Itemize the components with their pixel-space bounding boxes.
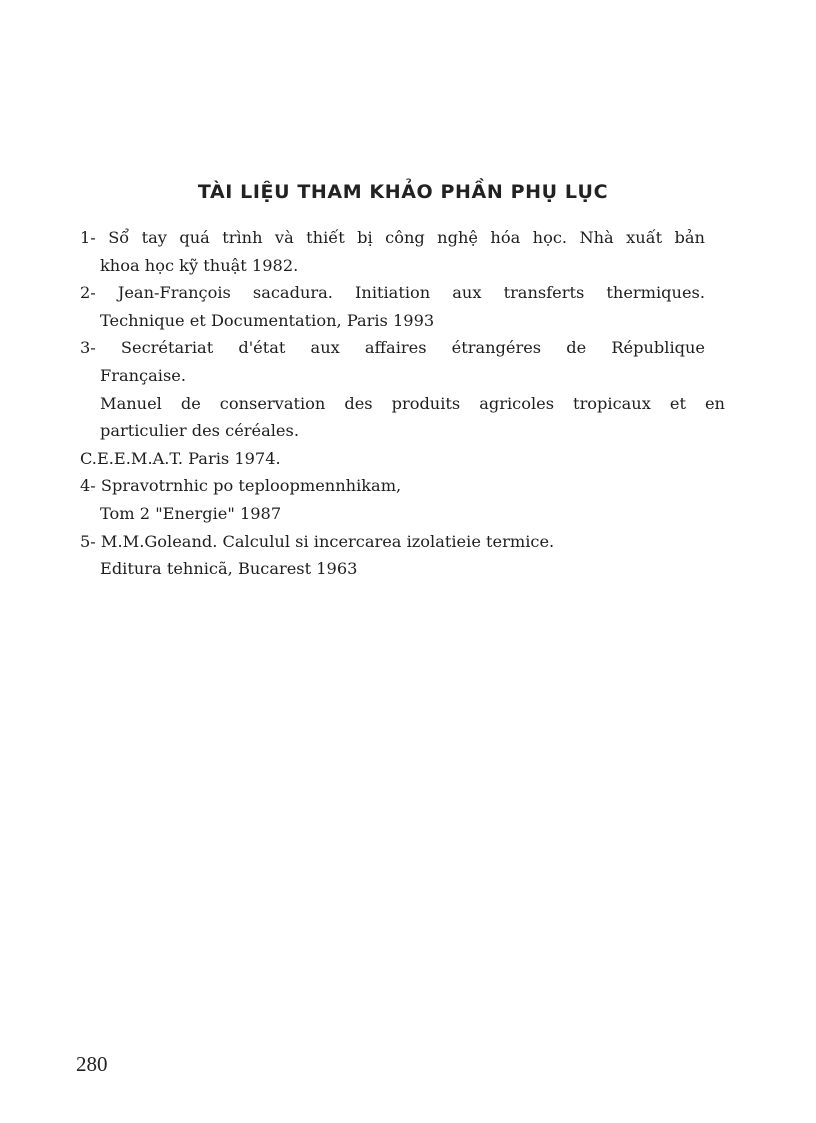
reference-item-2	[80, 279, 740, 334]
reference-line: particulier des céréales.	[100, 421, 299, 441]
reference-item-3	[80, 334, 740, 472]
reference-line: Manuel de conservation des produits agricoles tropicaux et en	[100, 393, 725, 413]
page-number: 280	[76, 1052, 108, 1076]
reference-line: Editura tehnicã, Bucarest 1963	[100, 559, 358, 579]
reference-item-4	[80, 472, 740, 527]
reference-line: 5- M.M.Goleand. Calculul si incercarea izolatieie termice.	[80, 531, 555, 551]
reference-list	[80, 224, 740, 583]
reference-line: 4- Spravotrnhic po teploopmennhikam,	[80, 476, 402, 496]
reference-line: 3- Secrétariat d'état aux affaires étrangéres de République	[80, 338, 705, 358]
reference-line: C.E.E.M.A.T. Paris 1974.	[80, 448, 281, 468]
reference-line: 2- Jean-François sacadura. Initiation aux transferts thermiques.	[80, 283, 705, 303]
reference-item-1	[80, 224, 740, 279]
reference-line: 1- Sổ tay quá trình và thiết bị công nghệ hóa học. Nhà xuất bản	[80, 228, 705, 247]
reference-line: Technique et Documentation, Paris 1993	[100, 310, 435, 330]
page-title: TÀI LIỆU THAM KHẢO PHẦN PHỤ LỤC	[197, 181, 609, 203]
reference-line: Française.	[100, 365, 186, 385]
reference-line: Tom 2 "Energie" 1987	[100, 503, 282, 523]
reference-line: khoa học kỹ thuật 1982.	[100, 255, 299, 275]
reference-item-5	[80, 528, 740, 583]
